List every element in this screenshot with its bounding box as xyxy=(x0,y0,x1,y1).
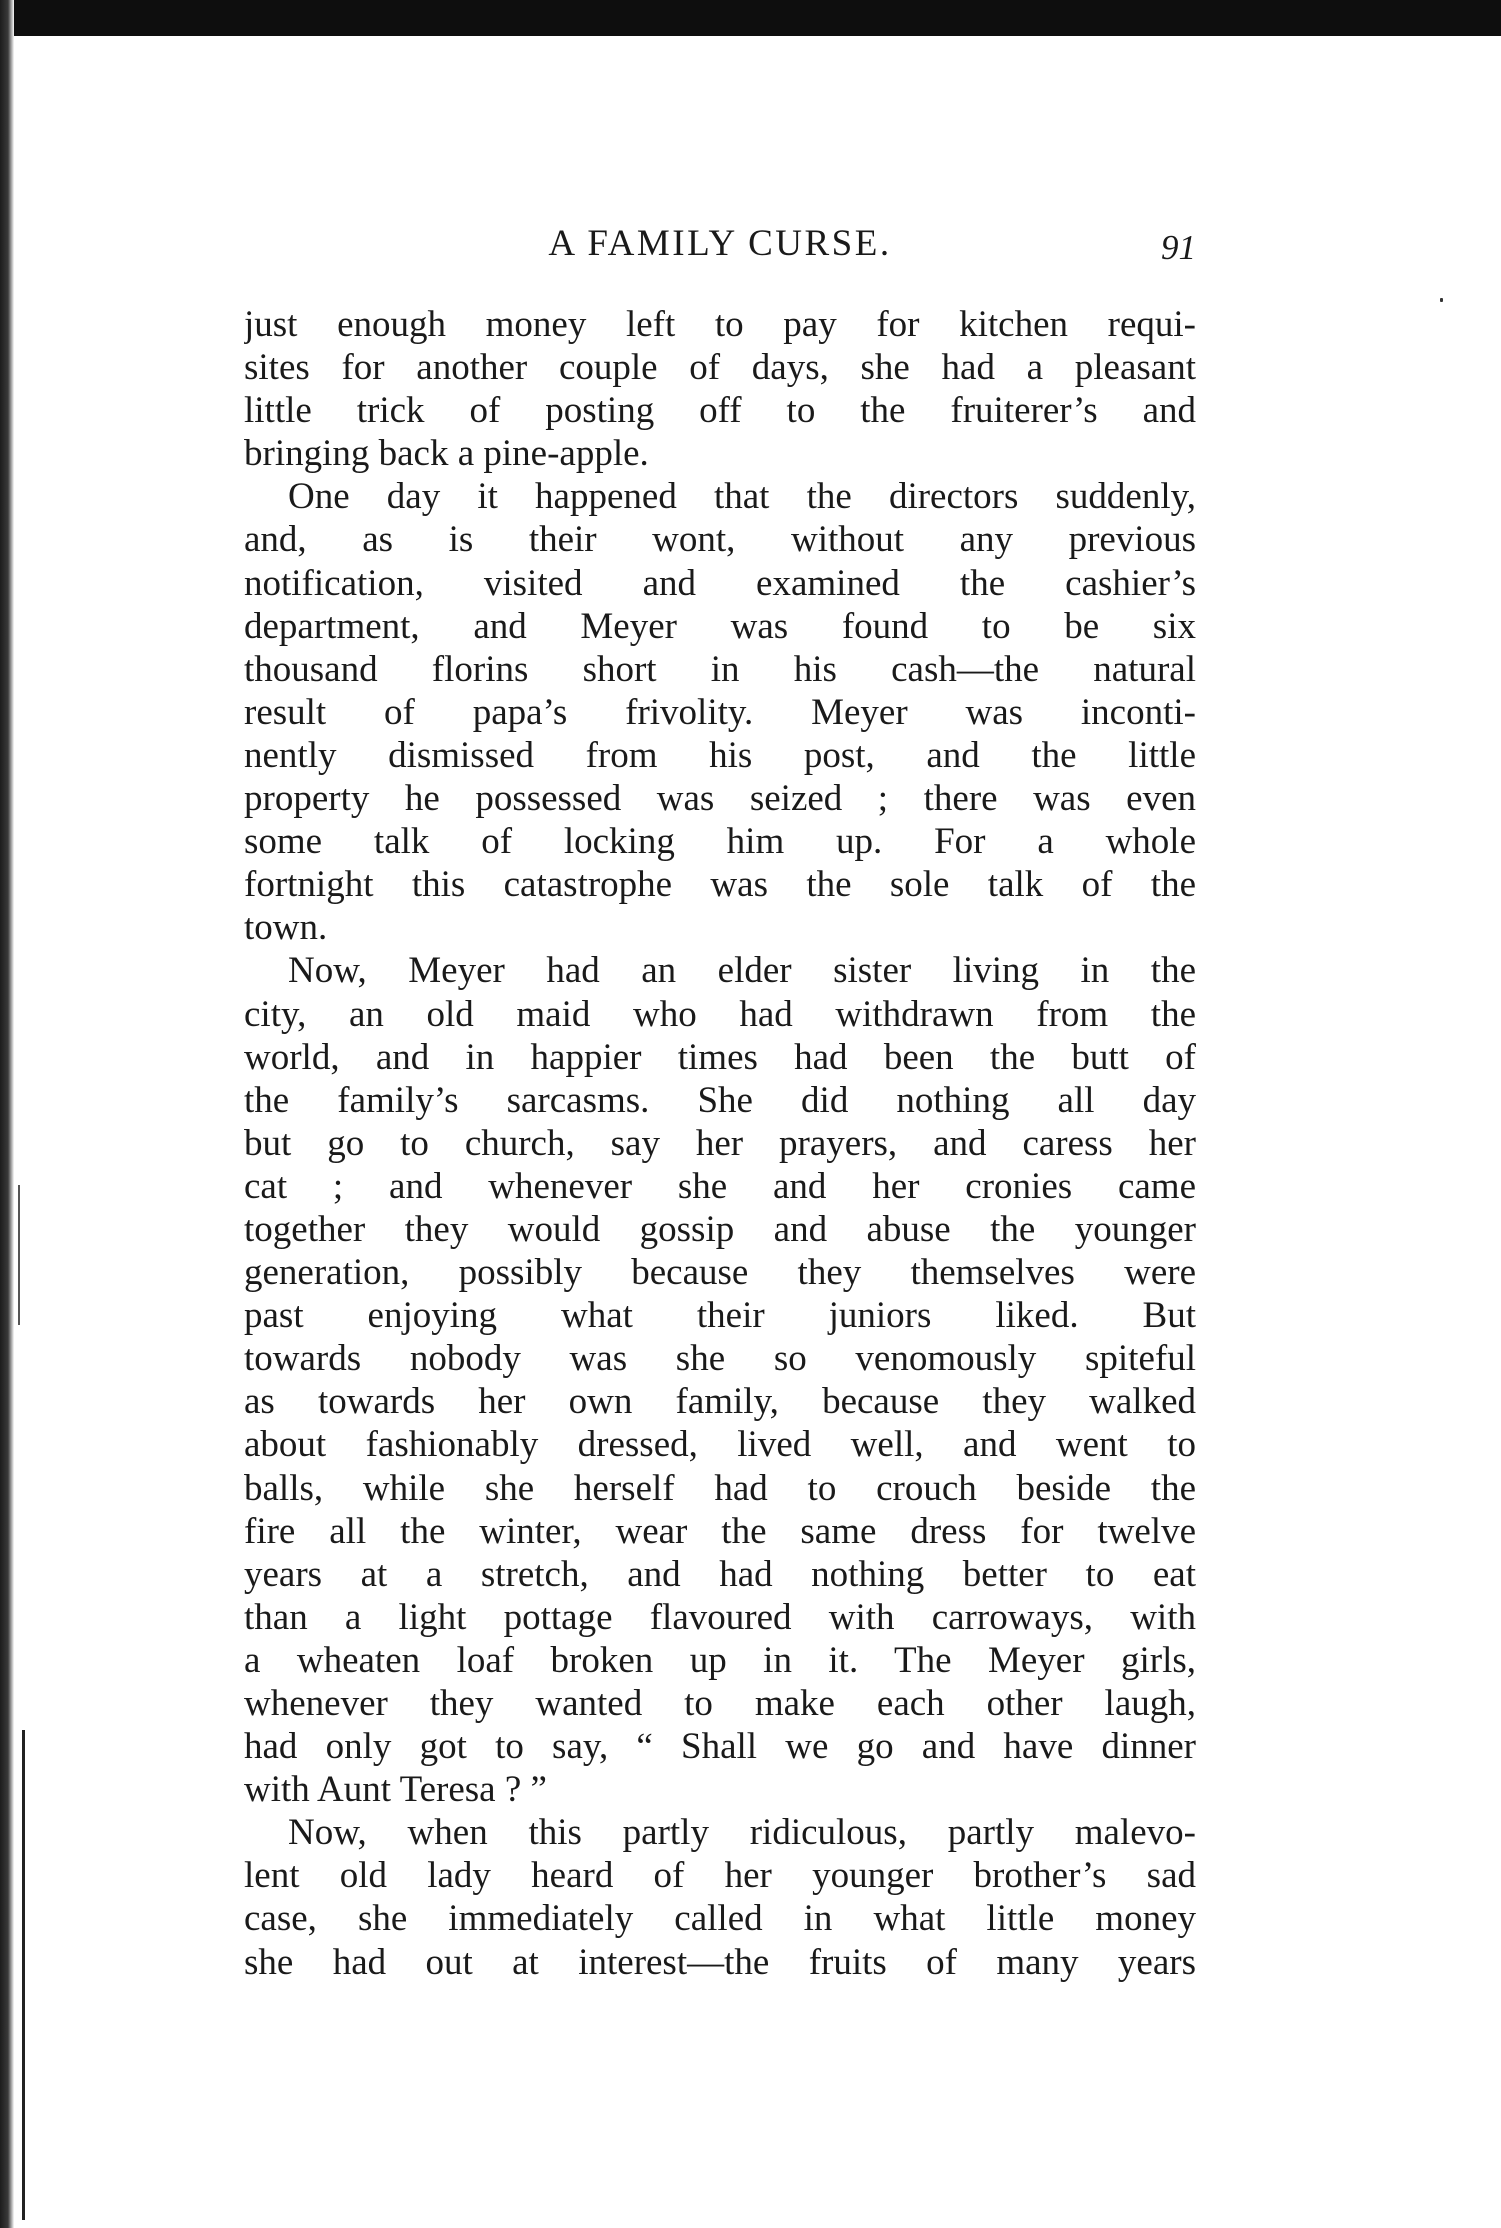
text-line: city, an old maid who had withdrawn from the xyxy=(244,993,1196,1035)
binding-mark xyxy=(18,1185,20,1325)
text-line: lent old lady heard of her younger brother’s sad xyxy=(244,1855,1196,1897)
text-line: about fashionably dressed, lived well, and went to xyxy=(244,1424,1196,1466)
text-line: One day it happened that the directors suddenly, xyxy=(288,476,1196,518)
text-line: nently dismissed from his post, and the little xyxy=(244,734,1196,776)
text-line: result of papa’s frivolity. Meyer was inconti- xyxy=(244,691,1196,733)
text-line: years at a stretch, and had nothing better to eat xyxy=(244,1553,1196,1595)
text-line: fortnight this catastrophe was the sole talk of the xyxy=(244,864,1196,906)
text-line: had only got to say, “ Shall we go and have dinner xyxy=(244,1726,1196,1768)
text-line: whenever they wanted to make each other laugh, xyxy=(244,1683,1196,1724)
text-line: towards nobody was she so venomously spiteful xyxy=(244,1338,1196,1380)
text-line: property he possessed was seized ; there was even xyxy=(244,778,1196,820)
text-line: than a light pottage flavoured with carroways, with xyxy=(244,1596,1196,1638)
text-line: with Aunt Teresa ? ” xyxy=(244,1769,547,1811)
text-line: she had out at interest—the fruits of many years xyxy=(244,1941,1196,1983)
text-line: past enjoying what their juniors liked. But xyxy=(244,1295,1196,1337)
running-title: A FAMILY CURSE. xyxy=(548,223,892,264)
text-line: bringing back a pine-apple. xyxy=(244,433,649,475)
text-line: cat ; and whenever she and her cronies came xyxy=(244,1165,1196,1207)
text-line: thousand florins short in his cash—the natural xyxy=(244,648,1196,690)
scan-speck xyxy=(1440,298,1443,302)
page-header xyxy=(244,222,1196,272)
body-text xyxy=(244,303,1196,1984)
scan-top-border xyxy=(0,0,1501,36)
text-line: notification, visited and examined the cashier’s xyxy=(244,562,1196,604)
text-line: some talk of locking him up. For a whole xyxy=(244,821,1196,863)
text-line: department, and Meyer was found to be six xyxy=(244,605,1196,647)
scan-left-border xyxy=(0,0,14,2228)
text-line: sites for another couple of days, she had a pleasant xyxy=(244,347,1196,389)
text-line: town. xyxy=(244,907,328,949)
text-line: just enough money left to pay for kitchen requi- xyxy=(244,304,1196,345)
text-line: as towards her own family, because they walked xyxy=(244,1381,1196,1423)
text-line: little trick of posting off to the fruiterer’s and xyxy=(244,390,1196,432)
text-line: and, as is their wont, without any previous xyxy=(244,519,1196,561)
page-number: 91 xyxy=(1161,228,1196,267)
text-line: Now, when this partly ridiculous, partly malevo- xyxy=(288,1812,1196,1854)
text-line: a wheaten loaf broken up in it. The Meyer girls, xyxy=(244,1639,1196,1681)
text-line: the family’s sarcasms. She did nothing all day xyxy=(244,1079,1196,1121)
text-line: fire all the winter, wear the same dress for twelve xyxy=(244,1510,1196,1552)
text-line: world, and in happier times had been the butt of xyxy=(244,1036,1196,1078)
text-line: but go to church, say her prayers, and caress her xyxy=(244,1122,1196,1164)
text-line: balls, while she herself had to crouch beside the xyxy=(244,1467,1196,1509)
text-line: case, she immediately called in what little money xyxy=(244,1898,1196,1940)
text-line: together they would gossip and abuse the younger xyxy=(244,1208,1196,1250)
text-line: generation, possibly because they themselves were xyxy=(244,1252,1196,1294)
binding-mark xyxy=(22,1730,25,2220)
text-line: Now, Meyer had an elder sister living in the xyxy=(288,950,1196,992)
